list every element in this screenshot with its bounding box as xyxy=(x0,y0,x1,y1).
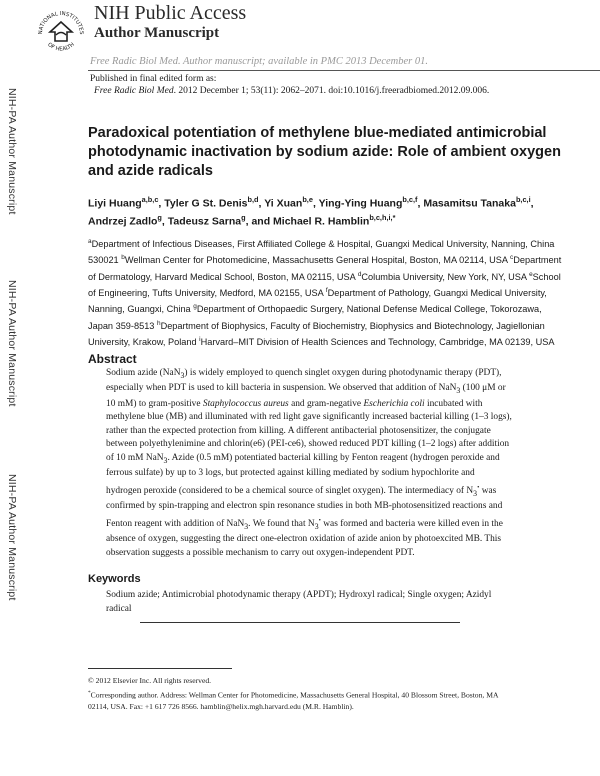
section-rule xyxy=(140,622,460,623)
logo-text-bottom: OF HEALTH xyxy=(46,41,76,53)
logo-text-top: NATIONAL INSTITUTES xyxy=(37,10,85,35)
abstract-body: Sodium azide (NaN$_3$) is widely employed to quench singlet oxygen during photodynamic therapy (PDT), especially when PDT is used to kill bacteria in suspension. We observed that addition of NaN$_3$ (100 μM or 10 mM) to gram-positive Staphylococcus aureus and gram-negative Escherichia coli incubated with methylene blue (MB) and illuminated with red light gave significantly increased bacterial killing (1–3 logs), rather than the expected protection from killing. A different antibacterial photosensitizer, the conjugate between polyethylenimine and chlorin(e6) (PEI-ce6), showed reduced PDT killing (1–2 logs) after addition of 10 mM NaN$_3$. Azide (0.5 mM) potentiated bacterial killing by Fenton reagent (hydrogen peroxide and ferrous sulfate) by up to 3 logs, but protected against killing mediated by sodium hypochlorite and hydrogen peroxide (considered to be a chemical source of singlet oxygen). The intermediacy of $N_3^•$ was confirmed by spin-trapping and electron spin resonance studies in both MB-photosensitized reactions and Fenton reagent with addition of NaN$_3$. We found that $N_3^•$ was formed and bacteria were killed even in the absence of oxygen, suggesting the direct one-electron oxidation of azide anion by photoexcited MB. This observation suggests a possible mechanism to carry out oxygen-independent PDT. xyxy=(106,368,512,558)
copyright: © 2012 Elsevier Inc. All rights reserved. xyxy=(88,676,212,685)
affiliations: $^a$Department of Infectious Diseases, First Affiliated College & Hospital, Guangxi Medical University, Nanning, China 530021 $^b$Wellman Center for Photomedicine, Massachusetts General Hospital, Boston, MA 02114, USA $^c$Department of Dermatology, Harvard Medical School, Boston, MA 02115, USA $^d$Columbia University, New York, NY, USA $^e$School of Engineering, Tufts University, Medford, MA 02155, USA $^f$Department of Pathology, Guangxi Medical University, Nanning, Guangxi, China $^g$Department of Orthopaedic Surgery, National Defense Medical College, Tokorozawa, Japan 359-8513 $^h$Department of Biophysics, Faculty of Biochemistry, Biophysics and Biotechnology, Jagiellonian University, Krakow, Poland $^i$Harvard–MIT Division of Health Sciences and Technology, Cambridge, MA 02139, USA xyxy=(88,238,562,348)
nih-logo xyxy=(34,4,88,58)
author: Tadeusz Sarna xyxy=(167,215,242,227)
author: Andrzej Zadlo xyxy=(88,215,158,227)
side-label-3: NIH-PA Author Manuscript xyxy=(6,474,18,601)
author: Liyi Huang xyxy=(88,197,142,210)
footnote-rule xyxy=(88,668,232,669)
author: Yi Xuan xyxy=(264,197,303,210)
article-title: Paradoxical potentiation of methylene blue-mediated antimicrobial photodynamic inactivation by sodium azide: Role of ambient oxygen and azide radicals xyxy=(88,125,561,179)
side-label-2: NIH-PA Author Manuscript xyxy=(6,280,18,407)
author-list: Liyi Huang$^{a,b,c}$, Tyler G St. Denis$^{b,d}$, Yi Xuan$^{b,e}$, Ying-Ying Huang$^{b,c,f}$, Masamitsu Tanaka$^{b,c,i}$, Andrzej Zadlo$^g$, Tadeusz Sarna$^g$, and Michael R. Hamblin$^{b,c,h,i,*}$ xyxy=(88,195,534,227)
header-rule xyxy=(88,70,600,71)
header-subtitle: Author Manuscript xyxy=(94,25,220,41)
svg-text:OF HEALTH xyxy=(46,42,76,53)
header-journal-line: Free Radic Biol Med. Author manuscript; available in PMC 2013 December 01. xyxy=(90,56,428,67)
published-in-label: Published in final edited form as: xyxy=(90,74,217,84)
author: Michael R. Hamblin xyxy=(273,215,370,227)
corresponding-author-note: *Corresponding author. Address: Wellman Center for Photomedicine, Massachusetts General Hospital, 40 Blossom Street, Boston, MA 02114, USA. Fax: +1 617 726 8566. hamblin@helix.mgh.harvard.edu (M.R. Hamblin). xyxy=(88,690,499,711)
keywords-heading: Keywords xyxy=(88,573,141,585)
citation: Free Radic Biol Med. 2012 December 1; 53(11): 2062–2071. doi:10.1016/j.freeradbiomed.2012.09.006. xyxy=(94,86,490,96)
abstract-heading: Abstract xyxy=(88,352,137,366)
author: Tyler G St. Denis xyxy=(164,197,248,210)
keywords-text: Sodium azide; Antimicrobial photodynamic therapy (APDT); Hydroxyl radical; Single oxygen; Azidyl radical xyxy=(106,590,492,614)
side-label-1: NIH-PA Author Manuscript xyxy=(6,88,18,215)
header-title: NIH Public Access xyxy=(94,2,247,24)
author: Ying-Ying Huang xyxy=(318,197,403,210)
author: Masamitsu Tanaka xyxy=(423,197,516,210)
